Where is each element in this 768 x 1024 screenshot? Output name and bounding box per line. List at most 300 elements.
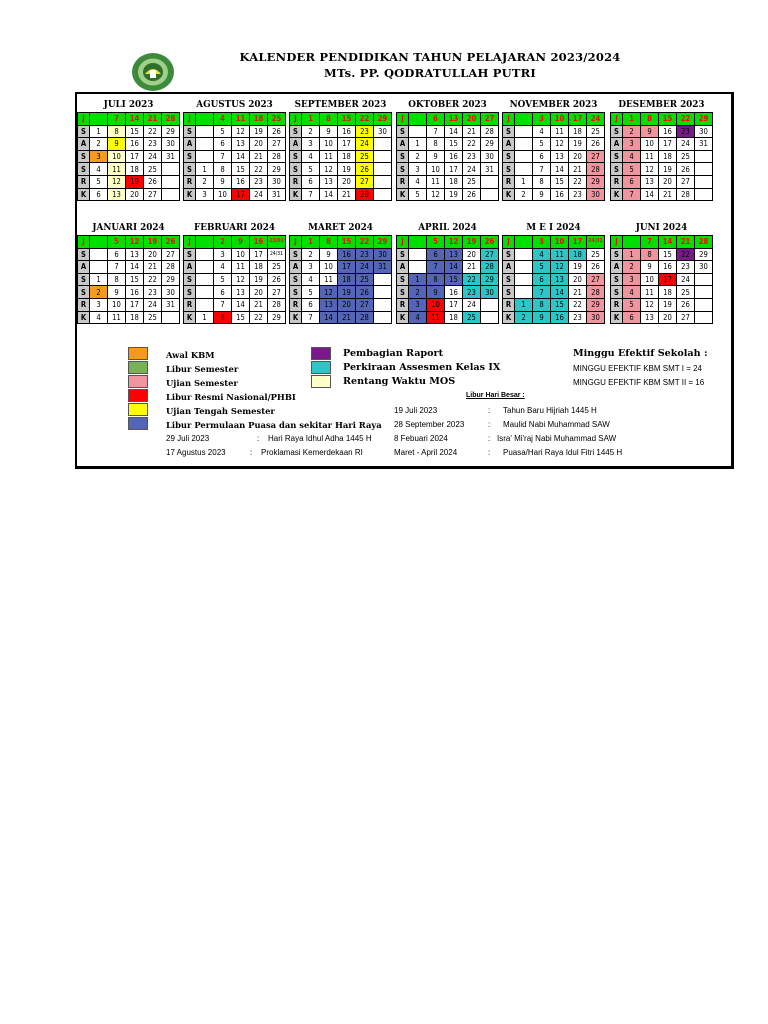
day-label: S bbox=[397, 163, 409, 176]
date-cell: 6 bbox=[533, 273, 551, 286]
date-cell: 13 bbox=[126, 248, 144, 261]
date-cell: 23 bbox=[677, 125, 695, 138]
date-cell: 14 bbox=[320, 311, 338, 324]
date-cell: 26 bbox=[162, 236, 180, 249]
date-cell: 14 bbox=[232, 150, 250, 163]
date-cell: 20 bbox=[250, 286, 268, 299]
month-calendar bbox=[502, 98, 605, 201]
legend-swatch-ujian-semester bbox=[128, 375, 148, 388]
day-label: S bbox=[290, 273, 302, 286]
day-label: J bbox=[290, 236, 302, 249]
week-row bbox=[184, 236, 286, 249]
day-label: A bbox=[290, 138, 302, 151]
date-cell bbox=[515, 273, 533, 286]
date-cell: 18 bbox=[338, 150, 356, 163]
date-cell: 3 bbox=[533, 113, 551, 126]
date-cell: 17 bbox=[338, 261, 356, 274]
date-cell: 29 bbox=[374, 236, 392, 249]
date-cell: 21 bbox=[463, 125, 481, 138]
date-cell: 13 bbox=[232, 286, 250, 299]
date-cell: 30 bbox=[587, 311, 605, 324]
date-cell: 16 bbox=[250, 236, 268, 249]
date-cell: 27 bbox=[481, 248, 499, 261]
date-cell: 21 bbox=[144, 261, 162, 274]
date-cell: 5 bbox=[533, 138, 551, 151]
week-row bbox=[397, 125, 499, 138]
day-label: S bbox=[611, 248, 623, 261]
date-cell bbox=[196, 261, 214, 274]
month-name: DESEMBER 2023 bbox=[618, 100, 705, 110]
date-cell: 9 bbox=[533, 311, 551, 324]
date-cell: 16 bbox=[659, 261, 677, 274]
date-cell bbox=[481, 298, 499, 311]
month-name: NOVEMBER 2023 bbox=[509, 100, 598, 110]
date-cell: 25 bbox=[356, 150, 374, 163]
date-cell: 9 bbox=[108, 286, 126, 299]
date-cell: 25 bbox=[144, 311, 162, 324]
day-label: S bbox=[397, 248, 409, 261]
date-cell: 22 bbox=[144, 125, 162, 138]
date-cell: 8 bbox=[214, 163, 232, 176]
date-cell: 20 bbox=[463, 248, 481, 261]
day-label: S bbox=[397, 125, 409, 138]
date-cell bbox=[515, 163, 533, 176]
day-label: S bbox=[397, 286, 409, 299]
date-cell bbox=[515, 248, 533, 261]
day-label: S bbox=[78, 286, 90, 299]
date-cell: 17 bbox=[659, 138, 677, 151]
date-cell: 13 bbox=[551, 150, 569, 163]
week-row bbox=[184, 298, 286, 311]
date-cell bbox=[374, 150, 392, 163]
month-table bbox=[77, 235, 180, 324]
date-cell: 19 bbox=[569, 138, 587, 151]
legend-raport: Pembagian Raport bbox=[343, 348, 444, 359]
date-cell: 15 bbox=[445, 138, 463, 151]
date-cell: 30 bbox=[587, 188, 605, 201]
day-label: S bbox=[184, 273, 196, 286]
date-cell: 15 bbox=[126, 273, 144, 286]
week-row bbox=[78, 163, 180, 176]
date-cell: 31 bbox=[374, 261, 392, 274]
month-calendar bbox=[77, 98, 180, 201]
date-cell: 17 bbox=[445, 298, 463, 311]
date-cell: 25 bbox=[587, 125, 605, 138]
date-cell: 9 bbox=[533, 188, 551, 201]
week-row bbox=[503, 273, 605, 286]
month-calendar bbox=[289, 221, 392, 324]
date-cell: 12 bbox=[427, 188, 445, 201]
week-row bbox=[290, 175, 392, 188]
week-row bbox=[503, 298, 605, 311]
date-cell: 21 bbox=[659, 188, 677, 201]
week-row bbox=[611, 311, 713, 324]
event-date: 8 Febuari 2024 bbox=[394, 434, 448, 443]
day-label: S bbox=[78, 125, 90, 138]
date-cell: 12 bbox=[551, 261, 569, 274]
date-cell: 8 bbox=[427, 273, 445, 286]
date-cell: 4 bbox=[214, 261, 232, 274]
date-cell: 5 bbox=[533, 261, 551, 274]
date-cell: 14 bbox=[126, 261, 144, 274]
week-row bbox=[611, 125, 713, 138]
week-row bbox=[397, 248, 499, 261]
date-cell: 4 bbox=[90, 163, 108, 176]
date-cell bbox=[695, 273, 713, 286]
date-cell: 20 bbox=[569, 150, 587, 163]
date-cell bbox=[374, 273, 392, 286]
date-cell: 1 bbox=[302, 236, 320, 249]
date-cell: 2 bbox=[515, 188, 533, 201]
date-cell: 8 bbox=[641, 248, 659, 261]
legend-swatch-libur-puasa bbox=[128, 417, 148, 430]
date-cell: 26 bbox=[587, 261, 605, 274]
date-cell bbox=[409, 125, 427, 138]
date-cell: 23 bbox=[569, 311, 587, 324]
date-cell: 24/31 bbox=[587, 236, 605, 249]
legend-swatch-mos bbox=[311, 375, 331, 388]
date-cell: 21 bbox=[338, 188, 356, 201]
month-name: JUNI 2024 bbox=[635, 223, 688, 233]
month-calendar bbox=[502, 221, 605, 324]
date-cell: 22 bbox=[677, 113, 695, 126]
date-cell: 1 bbox=[623, 113, 641, 126]
event-sep: : bbox=[488, 406, 491, 415]
date-cell: 24 bbox=[356, 138, 374, 151]
date-cell: 20 bbox=[250, 138, 268, 151]
date-cell: 29 bbox=[695, 248, 713, 261]
week-row bbox=[184, 261, 286, 274]
month-calendar bbox=[610, 221, 713, 324]
date-cell: 5 bbox=[108, 236, 126, 249]
date-cell: 8 bbox=[214, 311, 232, 324]
week-row bbox=[397, 138, 499, 151]
date-cell bbox=[374, 163, 392, 176]
date-cell: 23 bbox=[356, 125, 374, 138]
week-row bbox=[397, 236, 499, 249]
event-desc: Tahun Baru Hijriah 1445 H bbox=[503, 406, 597, 415]
date-cell: 28 bbox=[587, 286, 605, 299]
date-cell: 18 bbox=[569, 125, 587, 138]
date-cell: 24 bbox=[677, 138, 695, 151]
week-row bbox=[78, 311, 180, 324]
date-cell: 25 bbox=[268, 113, 286, 126]
day-label: K bbox=[78, 188, 90, 201]
date-cell bbox=[515, 138, 533, 151]
date-cell: 2 bbox=[623, 261, 641, 274]
date-cell: 10 bbox=[641, 273, 659, 286]
week-row bbox=[611, 298, 713, 311]
date-cell: 12 bbox=[641, 163, 659, 176]
date-cell: 14 bbox=[659, 236, 677, 249]
date-cell: 16 bbox=[126, 286, 144, 299]
week-row bbox=[397, 113, 499, 126]
date-cell: 11 bbox=[641, 150, 659, 163]
month-name: APRIL 2024 bbox=[418, 223, 477, 233]
date-cell: 3 bbox=[302, 261, 320, 274]
day-label: K bbox=[184, 311, 196, 324]
event-desc: Proklamasi Kemerdekaan RI bbox=[261, 448, 363, 457]
date-cell: 14 bbox=[126, 113, 144, 126]
date-cell bbox=[515, 125, 533, 138]
date-cell: 26 bbox=[463, 188, 481, 201]
day-label: A bbox=[503, 138, 515, 151]
date-cell: 21 bbox=[569, 286, 587, 299]
week-row bbox=[290, 298, 392, 311]
date-cell: 12 bbox=[641, 298, 659, 311]
date-cell bbox=[374, 188, 392, 201]
month-calendar bbox=[183, 221, 286, 324]
date-cell: 9 bbox=[108, 138, 126, 151]
date-cell: 23 bbox=[250, 175, 268, 188]
date-cell: 28 bbox=[356, 188, 374, 201]
day-label: S bbox=[503, 248, 515, 261]
day-label: S bbox=[78, 163, 90, 176]
month-name: SEPTEMBER 2023 bbox=[294, 100, 387, 110]
date-cell: 25 bbox=[587, 248, 605, 261]
date-cell: 17 bbox=[569, 236, 587, 249]
date-cell: 10 bbox=[108, 150, 126, 163]
day-label: S bbox=[78, 273, 90, 286]
date-cell: 31 bbox=[268, 188, 286, 201]
date-cell bbox=[481, 311, 499, 324]
date-cell: 24 bbox=[677, 273, 695, 286]
date-cell: 8 bbox=[641, 113, 659, 126]
day-label: A bbox=[397, 261, 409, 274]
date-cell: 20 bbox=[463, 113, 481, 126]
date-cell: 27 bbox=[356, 175, 374, 188]
event-date: 19 Juli 2023 bbox=[394, 406, 438, 415]
date-cell: 8 bbox=[533, 298, 551, 311]
month-table bbox=[610, 112, 713, 201]
date-cell: 18 bbox=[569, 248, 587, 261]
date-cell: 16 bbox=[551, 311, 569, 324]
date-cell: 10 bbox=[427, 298, 445, 311]
legend-swatch-uts bbox=[128, 403, 148, 416]
month-name: M E I 2024 bbox=[526, 223, 581, 233]
date-cell: 11 bbox=[551, 125, 569, 138]
week-row bbox=[78, 150, 180, 163]
date-cell: 3 bbox=[214, 248, 232, 261]
date-cell: 23 bbox=[463, 150, 481, 163]
date-cell: 17 bbox=[250, 248, 268, 261]
day-label: J bbox=[503, 113, 515, 126]
date-cell: 6 bbox=[214, 138, 232, 151]
day-label: R bbox=[397, 298, 409, 311]
date-cell bbox=[374, 298, 392, 311]
date-cell: 27 bbox=[144, 188, 162, 201]
date-cell: 22 bbox=[569, 175, 587, 188]
date-cell: 17 bbox=[126, 150, 144, 163]
day-label: A bbox=[78, 138, 90, 151]
date-cell: 9 bbox=[320, 125, 338, 138]
date-cell: 15 bbox=[126, 125, 144, 138]
day-label: J bbox=[611, 113, 623, 126]
date-cell: 24 bbox=[587, 113, 605, 126]
date-cell: 15 bbox=[659, 248, 677, 261]
event-desc: Isra' Mi'raj Nabi Muhammad SAW bbox=[497, 434, 617, 443]
date-cell: 30 bbox=[481, 150, 499, 163]
month-calendar bbox=[610, 98, 713, 201]
date-cell: 28 bbox=[268, 298, 286, 311]
date-cell bbox=[196, 138, 214, 151]
date-cell: 7 bbox=[302, 188, 320, 201]
school-name: MTs. PP. QODRATULLAH PUTRI bbox=[324, 66, 536, 80]
date-cell bbox=[623, 236, 641, 249]
week-row bbox=[290, 125, 392, 138]
date-cell bbox=[695, 163, 713, 176]
date-cell bbox=[196, 273, 214, 286]
date-cell: 1 bbox=[90, 273, 108, 286]
date-cell: 30 bbox=[162, 286, 180, 299]
day-label: S bbox=[290, 150, 302, 163]
week-row bbox=[290, 113, 392, 126]
date-cell: 30 bbox=[695, 125, 713, 138]
month-calendar bbox=[183, 98, 286, 201]
date-cell: 4 bbox=[409, 175, 427, 188]
date-cell: 5 bbox=[427, 236, 445, 249]
day-label: R bbox=[503, 175, 515, 188]
date-cell: 1 bbox=[409, 138, 427, 151]
date-cell: 26 bbox=[144, 175, 162, 188]
week-row bbox=[78, 188, 180, 201]
date-cell: 1 bbox=[90, 125, 108, 138]
date-cell: 26 bbox=[677, 298, 695, 311]
date-cell: 24 bbox=[144, 298, 162, 311]
date-cell: 5 bbox=[302, 163, 320, 176]
week-row bbox=[78, 113, 180, 126]
week-row bbox=[611, 248, 713, 261]
date-cell: 11 bbox=[320, 273, 338, 286]
week-row bbox=[78, 286, 180, 299]
date-cell: 2 bbox=[409, 150, 427, 163]
week-row bbox=[503, 113, 605, 126]
month-calendar bbox=[396, 98, 499, 201]
date-cell: 30 bbox=[162, 138, 180, 151]
date-cell: 7 bbox=[427, 261, 445, 274]
date-cell: 17 bbox=[569, 113, 587, 126]
date-cell: 5 bbox=[623, 163, 641, 176]
day-label: J bbox=[503, 236, 515, 249]
date-cell: 21 bbox=[250, 150, 268, 163]
date-cell bbox=[90, 261, 108, 274]
date-cell: 23/01 bbox=[268, 236, 286, 249]
week-row bbox=[184, 138, 286, 151]
day-label: S bbox=[397, 150, 409, 163]
date-cell: 15 bbox=[232, 163, 250, 176]
date-cell: 27 bbox=[481, 113, 499, 126]
event-date: 28 September 2023 bbox=[394, 420, 465, 429]
month-name: AGUSTUS 2023 bbox=[196, 100, 273, 110]
date-cell: 28 bbox=[162, 113, 180, 126]
date-cell: 5 bbox=[623, 298, 641, 311]
date-cell: 14 bbox=[551, 286, 569, 299]
date-cell: 8 bbox=[108, 273, 126, 286]
date-cell: 4 bbox=[409, 311, 427, 324]
day-label: J bbox=[290, 113, 302, 126]
date-cell: 9 bbox=[320, 248, 338, 261]
day-label: K bbox=[397, 188, 409, 201]
date-cell bbox=[90, 236, 108, 249]
week-row bbox=[184, 311, 286, 324]
month-name: JULI 2023 bbox=[103, 100, 154, 110]
date-cell: 26 bbox=[587, 138, 605, 151]
week-row bbox=[290, 286, 392, 299]
date-cell bbox=[695, 188, 713, 201]
date-cell: 16 bbox=[445, 150, 463, 163]
date-cell: 24 bbox=[250, 188, 268, 201]
libur-hari-besar-title: Libur Hari Besar : bbox=[466, 392, 525, 399]
date-cell: 19 bbox=[659, 298, 677, 311]
date-cell: 7 bbox=[533, 163, 551, 176]
day-label: S bbox=[184, 286, 196, 299]
week-row bbox=[78, 273, 180, 286]
date-cell: 7 bbox=[427, 125, 445, 138]
date-cell: 3 bbox=[90, 298, 108, 311]
day-label: K bbox=[503, 188, 515, 201]
week-row bbox=[184, 286, 286, 299]
date-cell: 25 bbox=[268, 261, 286, 274]
date-cell: 28 bbox=[481, 125, 499, 138]
month-table bbox=[183, 112, 286, 201]
date-cell: 1 bbox=[196, 163, 214, 176]
date-cell: 28 bbox=[481, 261, 499, 274]
date-cell: 6 bbox=[623, 311, 641, 324]
date-cell bbox=[409, 261, 427, 274]
day-label: A bbox=[290, 261, 302, 274]
date-cell: 1 bbox=[515, 298, 533, 311]
day-label: K bbox=[290, 188, 302, 201]
date-cell: 3 bbox=[90, 150, 108, 163]
date-cell: 2 bbox=[302, 248, 320, 261]
date-cell: 30 bbox=[268, 175, 286, 188]
week-row bbox=[290, 163, 392, 176]
week-row bbox=[611, 138, 713, 151]
date-cell: 30 bbox=[374, 248, 392, 261]
date-cell bbox=[374, 311, 392, 324]
date-cell: 21 bbox=[677, 236, 695, 249]
event-sep: : bbox=[250, 448, 253, 457]
day-label: S bbox=[290, 286, 302, 299]
date-cell: 12 bbox=[232, 273, 250, 286]
week-row bbox=[78, 261, 180, 274]
date-cell: 6 bbox=[302, 298, 320, 311]
day-label: J bbox=[184, 113, 196, 126]
date-cell: 9 bbox=[214, 175, 232, 188]
date-cell bbox=[90, 113, 108, 126]
date-cell: 19 bbox=[126, 175, 144, 188]
date-cell: 11 bbox=[320, 150, 338, 163]
date-cell: 18 bbox=[250, 113, 268, 126]
week-row bbox=[611, 163, 713, 176]
date-cell bbox=[515, 150, 533, 163]
date-cell: 29 bbox=[587, 298, 605, 311]
date-cell: 7 bbox=[623, 188, 641, 201]
day-label: S bbox=[611, 286, 623, 299]
date-cell bbox=[196, 113, 214, 126]
date-cell: 23 bbox=[356, 248, 374, 261]
date-cell: 19 bbox=[445, 188, 463, 201]
month-table bbox=[183, 235, 286, 324]
week-row bbox=[78, 236, 180, 249]
day-label: R bbox=[78, 175, 90, 188]
date-cell: 23 bbox=[569, 188, 587, 201]
week-row bbox=[611, 261, 713, 274]
date-cell: 21 bbox=[569, 163, 587, 176]
month-table bbox=[502, 112, 605, 201]
day-label: S bbox=[503, 163, 515, 176]
date-cell: 9 bbox=[641, 261, 659, 274]
